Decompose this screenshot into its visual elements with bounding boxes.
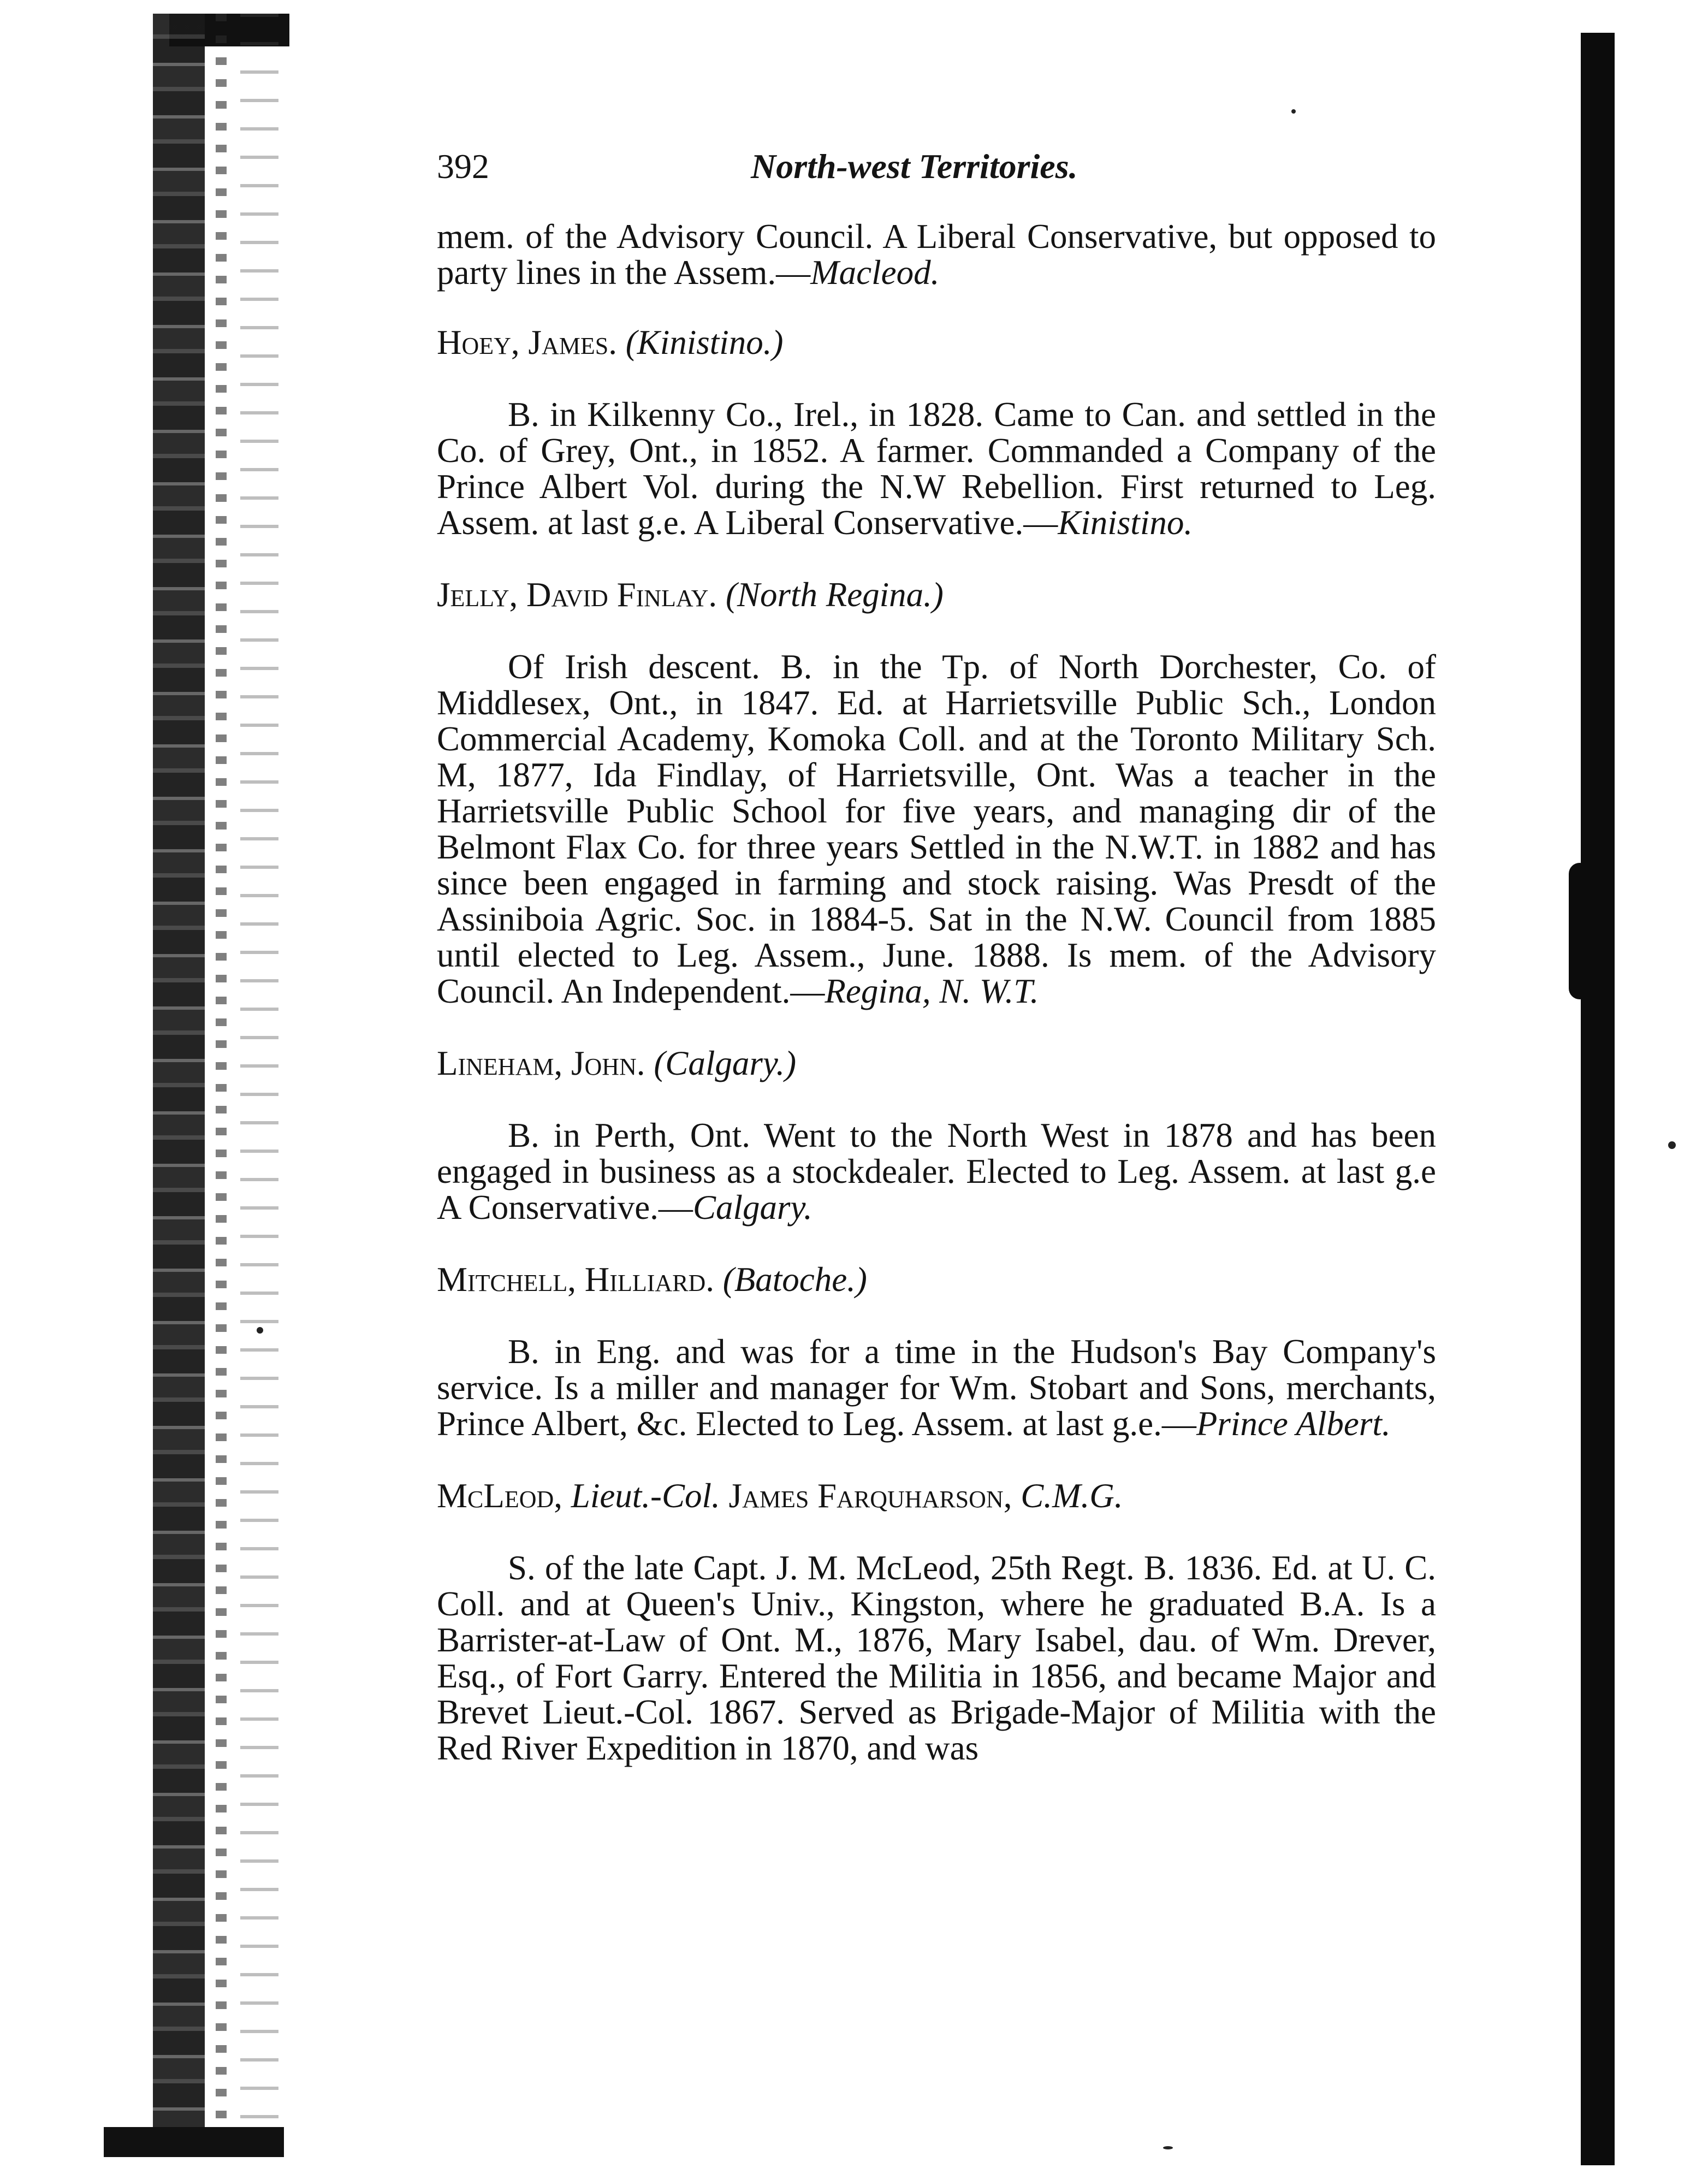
entry-heading [437,577,1436,613]
scan-speck [1163,2146,1173,2149]
constituency: (Batoche.) [722,1260,867,1299]
entry-heading [437,324,1436,360]
page-body [437,218,1436,1766]
honours: C.M.G. [1021,1477,1123,1515]
constituency: (Kinistino.) [625,323,784,362]
binding-bottom-bar [104,2127,284,2157]
page-number: 392 [437,147,489,186]
scan-speck [1668,1141,1676,1149]
entry-biography [437,396,1436,541]
military-rank: Lieut.-Col. [571,1477,720,1515]
entry-biography [437,1334,1436,1442]
entry-heading [437,1478,1436,1514]
member-name: McLeod, [437,1477,563,1515]
member-name: Jelly, David Finlay. [437,576,717,614]
residence: Regina, N. W.T. [825,972,1039,1010]
entry-biography [437,1117,1436,1225]
biography-text: B. in Kilkenny Co., Irel., in 1828. Came to Can. and settled in the Co. of Grey, Ont., in 1852. A farmer. Commanded a Company of the Prince Albert Vol. during the N.W Rebellion. First returned to Leg. Assem. at last g.e. A Liberal Conservative.— [437,395,1436,542]
biography-text: B. in Eng. and was for a time in the Hudson's Bay Company's service. Is a miller and manager for Wm. Stobart and Sons, merchants, Prince Albert, &c. Elected to Leg. Assem. at last g.e.— [437,1332,1436,1443]
scan-binding-edge [153,14,289,2157]
continuation-paragraph [437,218,1436,291]
member-name: Hoey, James. [437,323,617,362]
biography-text: Of Irish descent. B. in the Tp. of North Dorchester, Co. of Middlesex, Ont., in 1847. Ed. at Harrietsville Public Sch., London Commercial Academy, Komoka Coll. and at the Toronto Military Sch. M, 1877, Ida Findlay, of Harrietsville, Ont. Was a teacher in the Harrietsville Public School for five years, and managing dir of the Belmont Flax Co. for three years Settled in the N.W.T. in 1882 and has since been engaged in farming and stock raising. Was Presdt of the Assiniboia Agric. Soc. in 1884-5. Sat in the N.W. Council from 1885 until elected to Leg. Assem., June. 1888. Is mem. of the Advisory Council. An Independent.— [437,648,1436,1010]
entry-heading [437,1045,1436,1081]
scan-speck [1291,109,1296,114]
right-edge-bulge [1569,863,1591,999]
biography-text: B. in Perth, Ont. Went to the North West in 1878 and has been engaged in business as a stockdealer. Elected to Leg. Assem. at last g.e A Conservative.— [437,1116,1436,1227]
binding-specks [240,14,278,2157]
continuation-text: mem. of the Advisory Council. A Liberal Conservative, but opposed to party lines in the Assem.— [437,217,1436,292]
constituency: (Calgary.) [654,1044,797,1082]
residence: Kinistino. [1058,503,1193,542]
scan-speck [257,1327,263,1334]
member-given-names: James Farquharson, [728,1477,1012,1515]
constituency: (North Regina.) [725,576,944,614]
running-head [437,146,1431,196]
residence: Prince Albert. [1196,1405,1391,1443]
continuation-place: Macleod. [810,253,940,292]
entry-biography [437,649,1436,1009]
biography-text: S. of the late Capt. J. M. McLeod, 25th Regt. B. 1836. Ed. at U. C. Coll. and at Queen's Univ., Kingston, where he graduated B.A. Is a Barrister-at-Law of Ont. M., 1876, Mary Isabel, dau. of Wm. Drever, Esq., of Fort Garry. Entered the Militia in 1856, and became Major and Brevet Lieut.-Col. 1867. Served as Brigade-Major of Militia with the Red River Expedition in 1870, and was [437,1549,1436,1767]
member-name: Lineham, John. [437,1044,645,1082]
residence: Calgary. [692,1188,813,1227]
entry-heading [437,1261,1436,1298]
member-name: Mitchell, Hilliard. [437,1260,715,1299]
binding-line [216,14,227,2157]
page-title: North-west Territories. [751,147,1078,186]
scan-right-edge-bar [1581,33,1615,2165]
entry-biography [437,1550,1436,1766]
binding-shadow [153,14,205,2157]
